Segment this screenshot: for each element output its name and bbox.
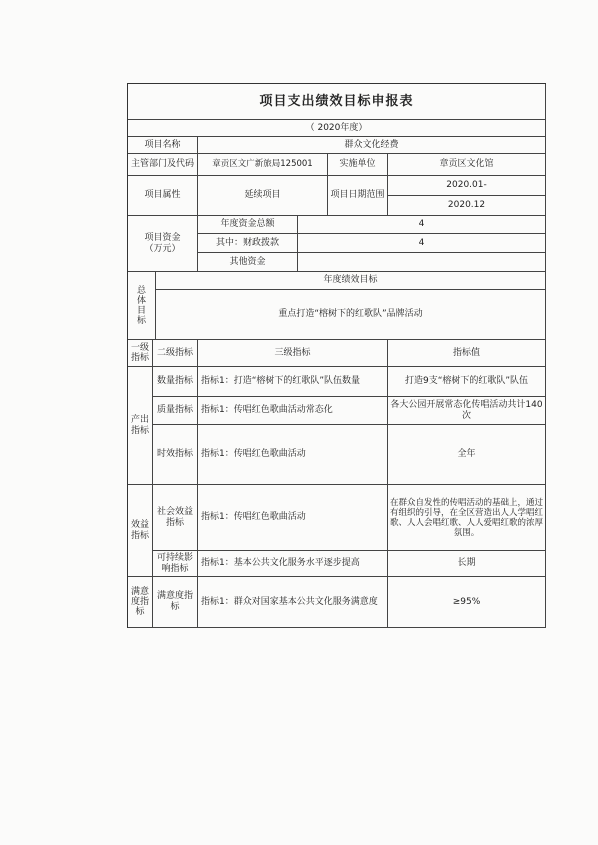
value-goal: 重点打造“榕树下的红歌队”品牌活动 — [156, 290, 546, 340]
indicator-value: 在群众自发性的传唱活动的基础上，通过有组织的引导，在全区营造出人人学唱红歌、人人会唱红歌、人人爱唱红歌的浓厚氛围。 — [388, 485, 546, 551]
indicator-l2: 可持续影响指标 — [153, 551, 198, 577]
indicator-value: 全年 — [388, 425, 546, 485]
value-fiscal: 4 — [298, 234, 546, 253]
label-benefit: 效益 指标 — [128, 485, 153, 577]
indicator-value: 各大公园开展常态化传唱活动共计140次 — [388, 397, 546, 425]
value-attribute: 延续项目 — [198, 176, 328, 216]
value-other — [298, 253, 546, 272]
indicator-l2: 社会效益指标 — [153, 485, 198, 551]
indicator-value: 打造9支“榕树下的红歌队”队伍 — [388, 367, 546, 397]
label-level2: 二级指标 — [153, 340, 198, 367]
label-level3: 三级指标 — [198, 340, 388, 367]
value-annual-total: 4 — [298, 216, 546, 234]
indicator-l2: 时效指标 — [153, 425, 198, 485]
value-impl-unit: 章贡区文化馆 — [388, 154, 546, 176]
label-period: 项目日期范围 — [328, 176, 388, 216]
value-period-start: 2020.01- — [388, 176, 546, 196]
indicator-l3: 指标1：传唱红色歌曲活动 — [198, 425, 388, 485]
value-period-end: 2020.12 — [388, 196, 546, 216]
label-project-name: 项目名称 — [128, 137, 198, 154]
indicator-value: 长期 — [388, 551, 546, 577]
indicator-l3: 指标1：传唱红色歌曲活动 — [198, 485, 388, 551]
value-dept: 章贡区文广新旅局125001 — [198, 154, 328, 176]
label-impl-unit: 实施单位 — [328, 154, 388, 176]
label-annual-goal: 年度绩效目标 — [156, 272, 546, 290]
label-dept: 主管部门及代码 — [128, 154, 198, 176]
performance-form — [127, 83, 546, 628]
indicator-value: ≥95% — [388, 577, 546, 628]
indicator-l3: 指标1：基本公共文化服务水平逐步提高 — [198, 551, 388, 577]
label-funds: 项目资金 （万元） — [128, 216, 198, 272]
label-fiscal: 其中：财政拨款 — [198, 234, 298, 253]
form-year: （ 2020年度） — [128, 120, 546, 137]
label-level1: 一级 指标 — [128, 340, 153, 367]
indicator-l2: 满意度指标 — [153, 577, 198, 628]
label-overall: 总 体 目 标 — [128, 272, 156, 340]
label-other: 其他资金 — [198, 253, 298, 272]
label-satisfaction: 满意 度指 标 — [128, 577, 153, 628]
indicator-l3: 指标1：打造“榕树下的红歌队”队伍数量 — [198, 367, 388, 397]
form-title: 项目支出绩效目标申报表 — [128, 84, 546, 120]
label-attribute: 项目属性 — [128, 176, 198, 216]
indicator-l3: 指标1：群众对国家基本公共文化服务满意度 — [198, 577, 388, 628]
value-project-name: 群众文化经费 — [198, 137, 546, 154]
label-output: 产出 指标 — [128, 367, 153, 485]
label-value: 指标值 — [388, 340, 546, 367]
indicator-l3: 指标1：传唱红色歌曲活动常态化 — [198, 397, 388, 425]
indicator-l2: 数量指标 — [153, 367, 198, 397]
indicator-l2: 质量指标 — [153, 397, 198, 425]
label-annual-total: 年度资金总额 — [198, 216, 298, 234]
